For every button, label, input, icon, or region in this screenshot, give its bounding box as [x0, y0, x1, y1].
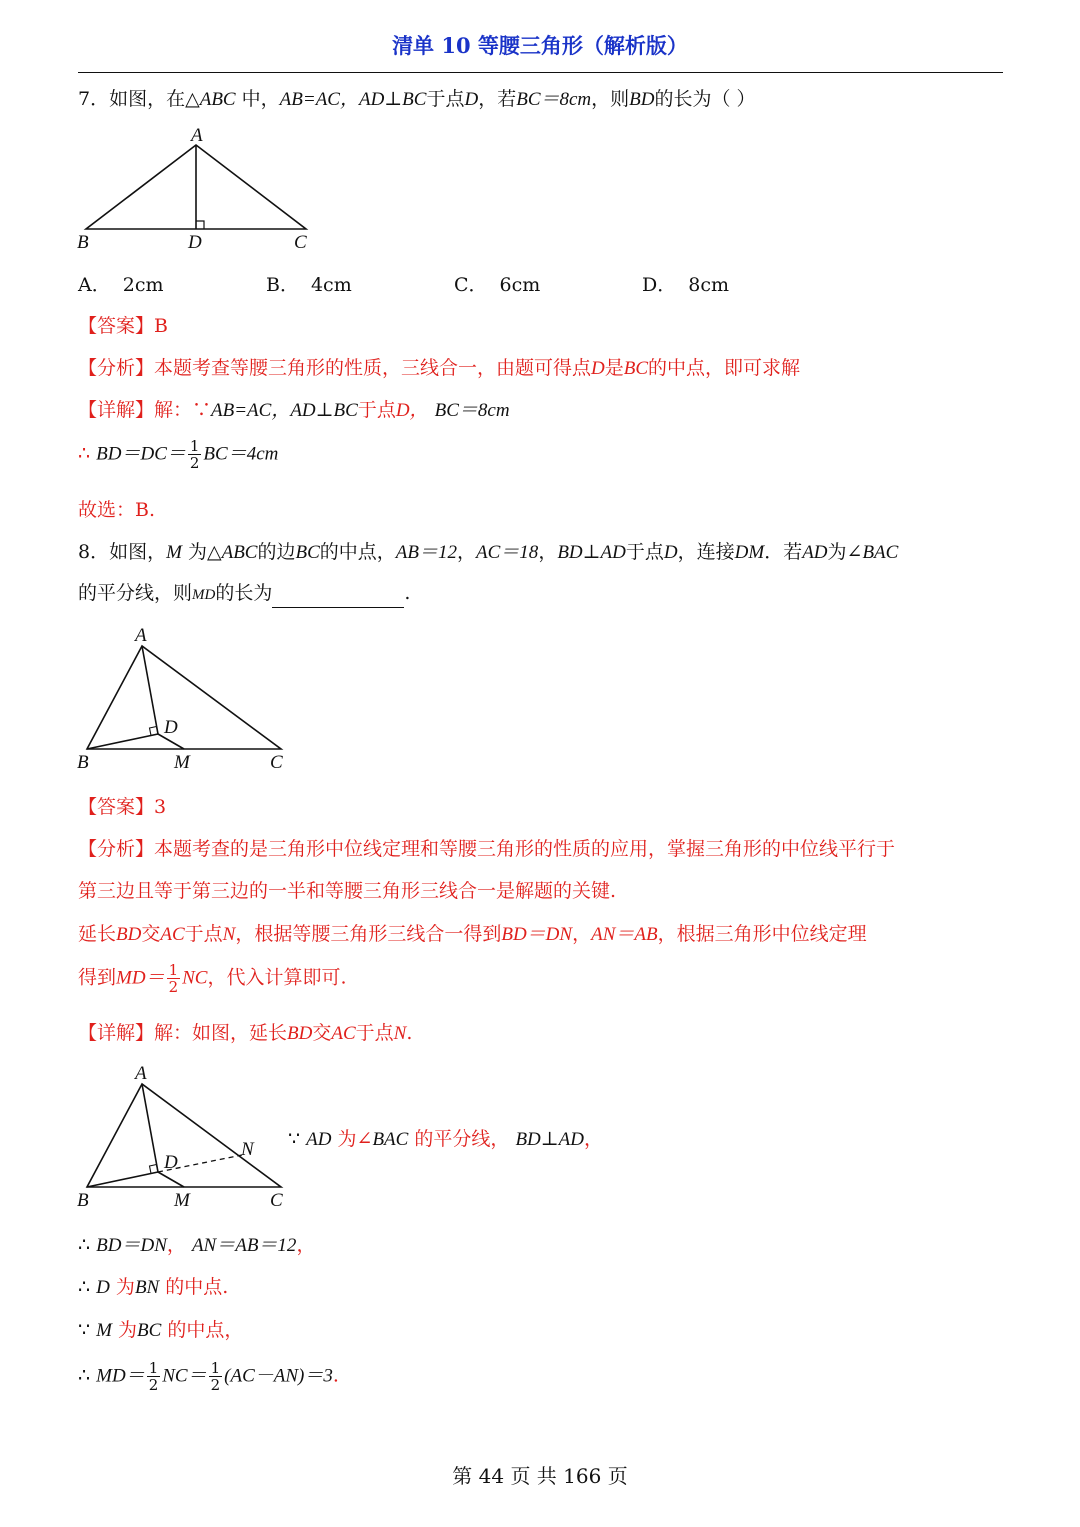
q8-midline-line: 得到MD＝ $\frac{1}{2}$ NC，代入计算即可.: [78, 961, 347, 996]
q7-label-d: D: [188, 232, 202, 253]
q7-analysis: 【分析】本题考查等腰三角形的性质，三线合一，由题可得点D是BC的中点，即可求解: [78, 357, 801, 379]
q8-triangle-abc: [87, 646, 281, 749]
q7-label-a: A: [191, 125, 203, 146]
q8-sol-label-a: A: [135, 1063, 147, 1084]
q7-therefore-line: ∴ BD＝DC＝ $\frac{1}{2}$ BC＝4cm: [78, 437, 279, 472]
q8-step1: ∴ BD＝DN， AN＝AB＝12，: [78, 1234, 316, 1256]
q7-triangle-figure: [70, 120, 330, 260]
q8-sol-label-b: B: [77, 1190, 89, 1211]
q7-label-b: B: [77, 232, 89, 253]
q8-stem-line2: 的平分线，则MD的长为 .: [78, 580, 410, 608]
q8-label-d: D: [164, 717, 178, 738]
q7-stem: 7．如图，在△ABC 中，AB=AC，AD⊥BC于点D，若BC＝8cm，则BD的长为（ ）: [78, 88, 756, 110]
q8-step4: ∴ MD＝ $\frac{1}{2}$ NC＝ $\frac{1}{2}$ (AC－AN)＝3.: [78, 1359, 339, 1394]
q8-step3: ∵ M 为BC 的中点，: [78, 1319, 244, 1341]
q8-sol-bisector-ad: [142, 1084, 158, 1172]
q8-sol-label-d: D: [164, 1152, 178, 1173]
q8-step2: ∴ D 为BN 的中点.: [78, 1276, 229, 1298]
q8-label-m: M: [174, 752, 190, 773]
q8-analysis-line2: 第三边且等于第三边的一半和等腰三角形三线合一是解题的关键.: [78, 880, 617, 902]
q8-sol-label-n: N: [241, 1139, 254, 1160]
q7-option-b: B． 4cm: [266, 274, 352, 296]
q7-option-a: A． 2cm: [78, 274, 164, 296]
q8-solution-figure: [70, 1058, 310, 1218]
page-number-footer: 第 44 页 共 166 页: [452, 1464, 628, 1488]
q7-option-d: D． 8cm: [642, 274, 729, 296]
q8-sol-label-c: C: [270, 1190, 283, 1211]
q8-answer-blank: [272, 587, 404, 608]
q8-stem-line1: 8．如图，M 为△ABC的边BC的中点，AB＝12，AC＝18，BD⊥AD于点D，连接DM．若AD为∠BAC: [78, 541, 899, 563]
q8-sol-segment-dm: [158, 1172, 184, 1187]
q7-choice: 故选：B.: [78, 499, 156, 521]
q8-segment-bd: [87, 734, 158, 749]
header-rule: [78, 72, 1003, 73]
q8-label-a: A: [135, 625, 147, 646]
q8-because-bisector: ∵ AD 为∠BAC 的平分线， BD⊥AD，: [288, 1128, 603, 1150]
q8-bisector-ad: [142, 646, 158, 734]
q8-analysis-line1: 【分析】本题考查的是三角形中位线定理和等腰三角形的性质的应用，掌握三角形的中位线平行于: [78, 838, 896, 860]
q8-detail-intro: 【详解】解：如图，延长BD交AC于点N.: [78, 1022, 413, 1044]
q8-sol-triangle-abc: [87, 1084, 281, 1187]
q7-answer: 【答案】B: [78, 315, 168, 337]
q7-detail: 【详解】解：∵AB=AC，AD⊥BC于点D， BC＝8cm: [78, 399, 510, 421]
q7-option-c: C． 6cm: [454, 274, 541, 296]
q8-label-c: C: [270, 752, 283, 773]
q8-triangle-figure: [70, 620, 310, 780]
q7-label-c: C: [294, 232, 307, 253]
q8-label-b: B: [77, 752, 89, 773]
document-header-title: 清单 10 等腰三角形（解析版）: [392, 33, 688, 58]
q8-sol-segment-bd: [87, 1172, 158, 1187]
q8-extend-line: 延长BD交AC于点N，根据等腰三角形三线合一得到BD＝DN，AN＝AB，根据三角形中位线定理: [78, 923, 867, 945]
q8-sol-label-m: M: [174, 1190, 190, 1211]
q7-right-angle-mark: [196, 221, 204, 229]
q8-answer: 【答案】3: [78, 796, 167, 818]
